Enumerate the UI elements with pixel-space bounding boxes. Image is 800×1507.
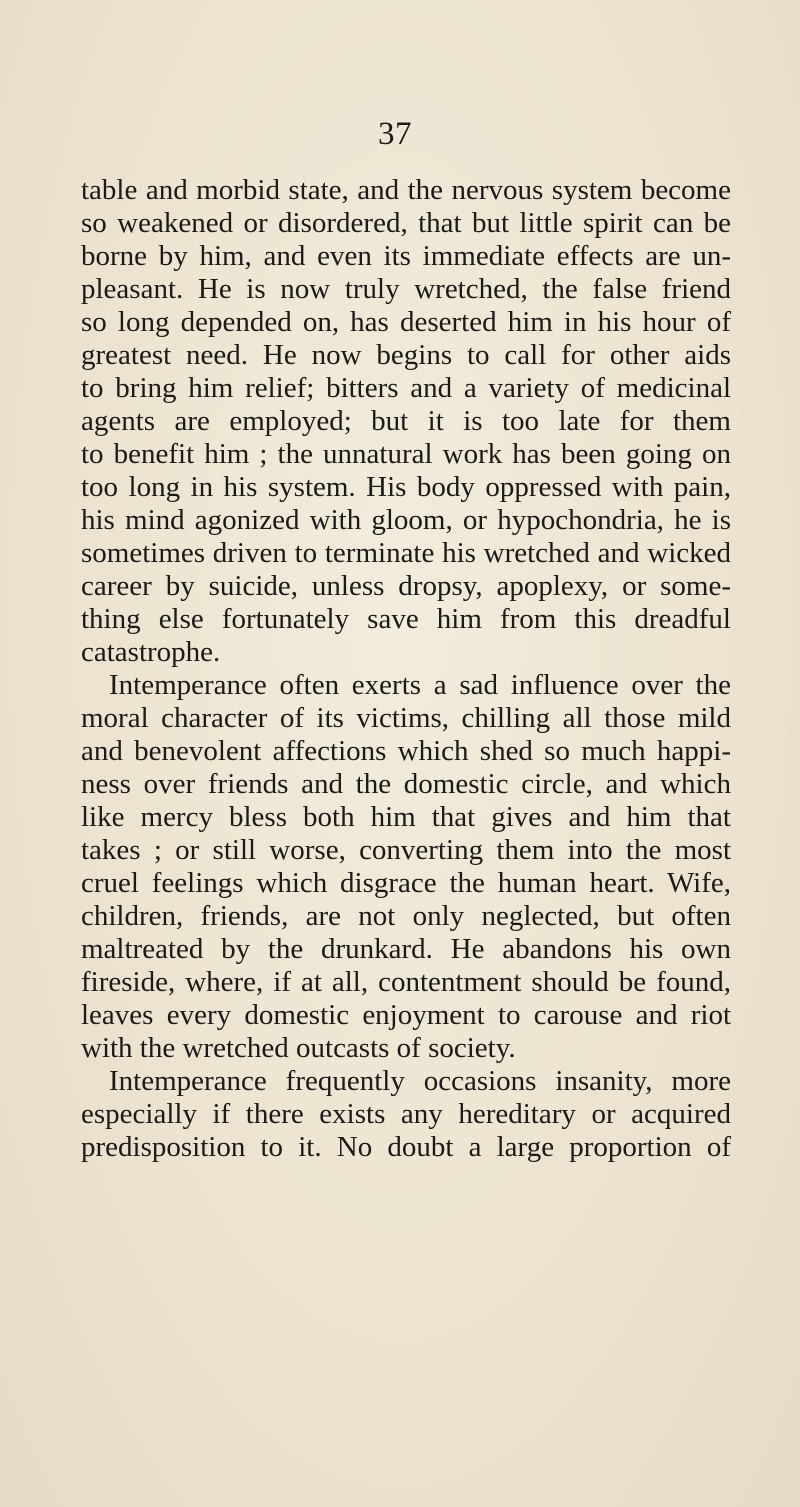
text-line: too long in his system. His body oppressed with pain,	[81, 471, 731, 503]
text-line: pleasant. He is now truly wretched, the false friend	[81, 273, 731, 305]
paragraph-start-line: Intemperance often exerts a sad influence over the	[109, 669, 731, 701]
text-line: and benevolent affections which shed so much happi-	[81, 735, 731, 767]
text-line: borne by him, and even its immediate effects are un-	[81, 240, 731, 272]
text-line: career by suicide, unless dropsy, apoplexy, or some-	[81, 570, 731, 602]
text-line: to bring him relief; bitters and a variety of medicinal	[81, 372, 731, 404]
text-line: greatest need. He now begins to call for other aids	[81, 339, 731, 371]
body-text	[81, 174, 731, 1164]
text-line: so long depended on, has deserted him in his hour of	[81, 306, 731, 338]
text-line: cruel feelings which disgrace the human heart. Wife,	[81, 867, 731, 899]
text-line: predisposition to it. No doubt a large proportion of	[81, 1131, 731, 1163]
text-line: especially if there exists any hereditary or acquired	[81, 1098, 731, 1130]
paragraph-start-line: Intemperance frequently occasions insanity, more	[109, 1065, 731, 1097]
text-line: ness over friends and the domestic circle, and which	[81, 768, 731, 800]
text-line: with the wretched outcasts of society.	[81, 1032, 516, 1064]
text-line: leaves every domestic enjoyment to carouse and riot	[81, 999, 731, 1031]
text-line: moral character of its victims, chilling all those mild	[81, 702, 731, 734]
text-line: fireside, where, if at all, contentment should be found,	[81, 966, 731, 998]
text-line: so weakened or disordered, that but little spirit can be	[81, 207, 731, 239]
text-line: maltreated by the drunkard. He abandons his own	[81, 933, 731, 965]
text-line: takes ; or still worse, converting them into the most	[81, 834, 731, 866]
text-line: like mercy bless both him that gives and him that	[81, 801, 731, 833]
text-line: sometimes driven to terminate his wretched and wicked	[81, 537, 731, 569]
text-line: agents are employed; but it is too late for them	[81, 405, 731, 437]
text-line: his mind agonized with gloom, or hypochondria, he is	[81, 504, 731, 536]
text-line: children, friends, are not only neglected, but often	[81, 900, 731, 932]
text-line: to benefit him ; the unnatural work has been going on	[81, 438, 731, 470]
page-number: 37	[378, 116, 412, 152]
text-line: table and morbid state, and the nervous system become	[81, 174, 731, 206]
text-line: thing else fortunately save him from this dreadful	[81, 603, 731, 635]
text-line: catastrophe.	[81, 636, 221, 668]
